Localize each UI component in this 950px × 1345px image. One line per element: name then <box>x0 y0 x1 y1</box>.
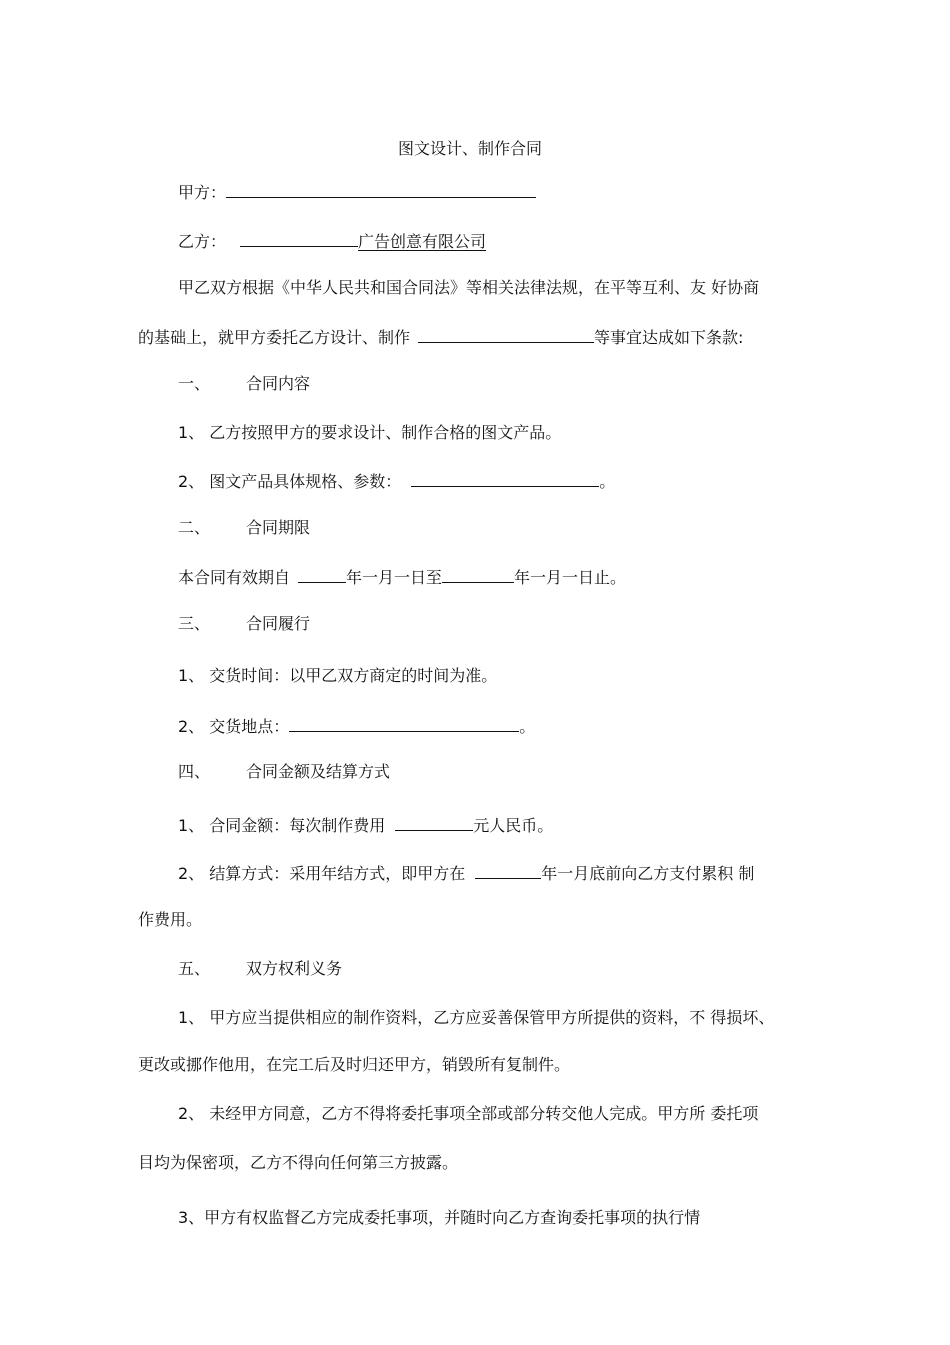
clause-text: 3、甲方有权监督乙方完成委托事项，并随时向乙方查询委托事项的执行情 <box>178 1208 701 1227</box>
clause-text <box>178 814 553 836</box>
clause-label: 1、 合同金额：每次制作费用 <box>178 816 386 835</box>
section-heading <box>178 374 310 394</box>
clause-label: 2、 图文产品具体规格、参数： <box>178 472 402 491</box>
preamble-text-a: 的基础上，就甲方委托乙方设计、制作 <box>138 328 411 347</box>
party-b-name: 广告创意有限公司 <box>358 232 487 251</box>
party-a-blank <box>226 181 536 198</box>
preamble-text-b: 等事宜达成如下条款: <box>594 328 744 347</box>
clause-text: 1、 交货时间：以甲乙双方商定的时间为准。 <box>178 666 498 685</box>
entrusted-item-blank <box>418 326 594 343</box>
clause-continuation: 目均为保密项，乙方不得向任何第三方披露。 <box>138 1153 459 1172</box>
party-b-blank <box>240 230 358 247</box>
clause-text <box>178 715 535 737</box>
start-year-blank <box>298 566 346 583</box>
clause-end: 元人民币。 <box>473 816 554 835</box>
section-number: 二、 <box>178 518 211 537</box>
spec-blank <box>411 470 599 487</box>
clause-mid: 年一月底前向乙方支付累积 制 <box>541 864 755 883</box>
clause-text <box>178 566 626 588</box>
party-b-line <box>178 230 486 252</box>
settlement-year-blank <box>475 862 541 879</box>
section-title: 双方权利义务 <box>246 959 343 978</box>
end-year-blank <box>442 566 514 583</box>
party-b-label: 乙方： <box>178 232 227 251</box>
section-title: 合同履行 <box>246 614 311 633</box>
clause-text <box>178 862 754 884</box>
fee-blank <box>395 814 473 831</box>
delivery-place-blank <box>289 715 519 732</box>
preamble-line-2 <box>138 326 743 348</box>
section-heading <box>178 614 310 634</box>
clause-label: 2、 结算方式：采用年结方式，即甲方在 <box>178 864 466 883</box>
clause-label: 本合同有效期自 <box>178 568 291 587</box>
clause-mid: 年一月一日至 <box>346 568 443 587</box>
section-heading <box>178 959 342 979</box>
party-a-label: 甲方： <box>178 183 227 202</box>
section-heading <box>178 762 390 782</box>
party-a-line <box>178 181 536 203</box>
clause-text: 1、 甲方应当提供相应的制作资料，乙方应妥善保管甲方所提供的资料，不 得损坏、 <box>178 1008 775 1027</box>
clause-text: 1、 乙方按照甲方的要求设计、制作合格的图文产品。 <box>178 423 562 442</box>
clause-text <box>178 470 615 492</box>
section-number: 四、 <box>178 762 211 781</box>
clause-text: 2、 未经甲方同意，乙方不得将委托事项全部或部分转交他人完成。甲方所 委托项 <box>178 1104 759 1123</box>
section-heading <box>178 518 310 538</box>
clause-label: 2、 交货地点： <box>178 717 290 736</box>
clause-end: 年一月一日止。 <box>514 568 627 587</box>
section-number: 一、 <box>178 374 211 393</box>
clause-end: 。 <box>599 472 616 491</box>
preamble-line-1: 甲乙双方根据《中华人民共和国合同法》等相关法律法规，在平等互利、友 好协商 <box>178 278 760 297</box>
section-number: 三、 <box>178 614 211 633</box>
clause-continuation: 更改或挪作他用，在完工后及时归还甲方，销毁所有复制件。 <box>138 1055 571 1074</box>
section-title: 合同金额及结算方式 <box>246 762 391 781</box>
clause-continuation: 作费用。 <box>138 910 203 929</box>
clause-end: 。 <box>519 717 536 736</box>
section-title: 合同期限 <box>246 518 311 537</box>
section-number: 五、 <box>178 959 211 978</box>
document-title: 图文设计、制作合同 <box>397 139 542 158</box>
section-title: 合同内容 <box>246 374 311 393</box>
